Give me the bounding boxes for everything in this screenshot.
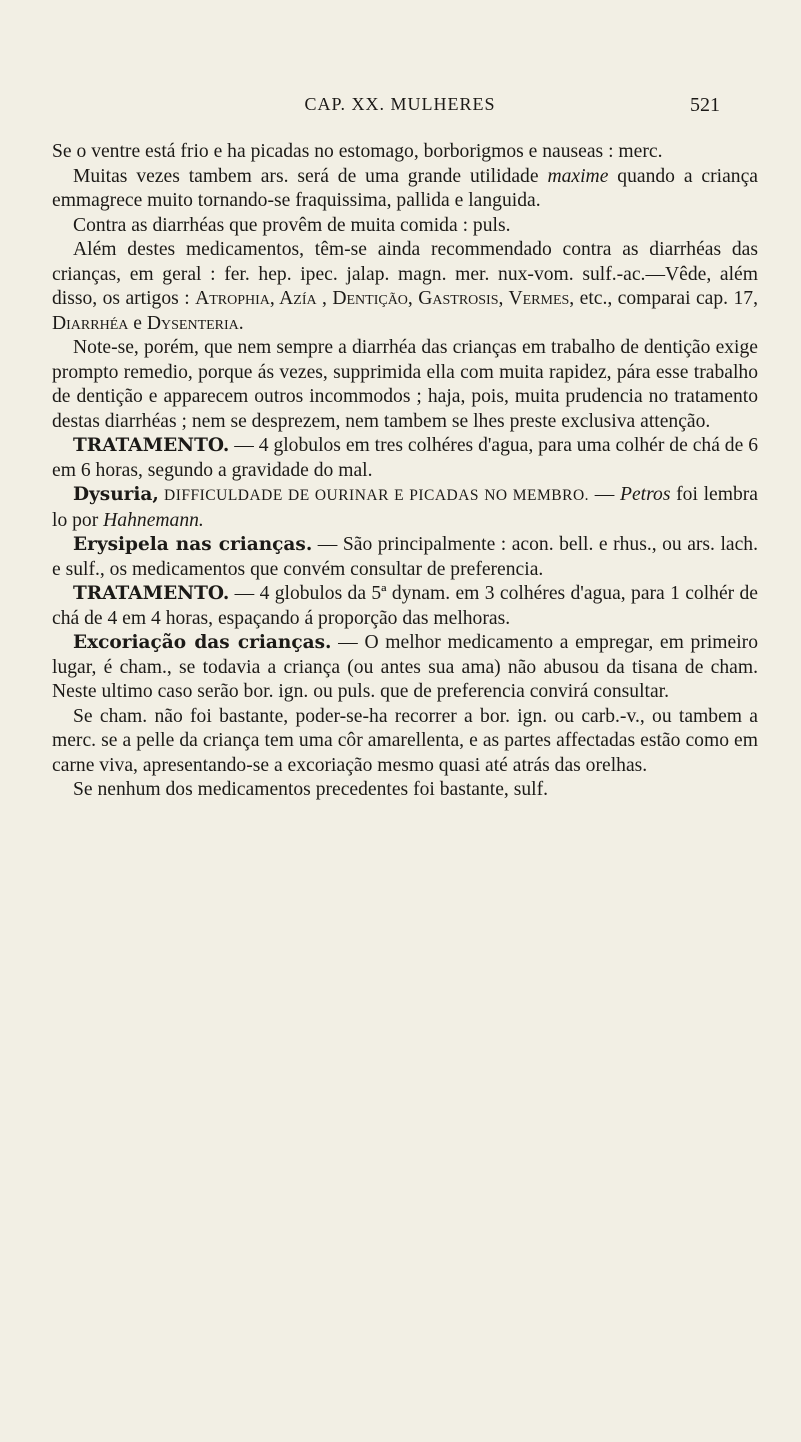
section-heading: TRATAMENTO. — [73, 435, 230, 456]
paragraph-text: — O melhor medicamento a empregar, em primeiro lugar, é cham., se todavia a criança (ou antes sua ama) não abusou da tisana de cham. Neste ultimo caso serão bor. ign. ou puls. que de preferencia convirá consultar. — [52, 632, 759, 702]
page-header — [0, 94, 801, 124]
paragraph — [52, 165, 758, 214]
paragraph-text: Além destes medicamentos, têm-se ainda recommendado contra as diarrhéas das crianças, em geral : fer. hep. ipec. jalap. magn. mer. nux-vom. sulf.-ac.—Vêde, além disso, os artigos : — [52, 239, 758, 309]
paragraph — [52, 631, 758, 705]
paragraph — [52, 582, 758, 631]
section-heading: Excoriação das crianças. — [73, 632, 332, 653]
emphasis-text: Petros — [620, 484, 671, 505]
paragraph-text: quando a criança emmagrece muito tornando-se fraquissima, pallida e languida. — [52, 165, 758, 211]
paragraph-text: Se cham. não foi bastante, poder-se-ha recorrer a bor. ign. ou carb.-v., ou tambem a merc. se a pelle da criança tem uma côr amarellenta, e as partes affectadas estão como em carne viva, apresentando-se a excoriação mesmo quasi até atrás das orelhas. — [52, 705, 758, 776]
paragraph — [52, 533, 758, 582]
paragraph-text: Note-se, porém, que nem sempre a diarrhéa das crianças em trabalho de dentição exige prompto remedio, porque ás vezes, supprimida ella com muita rapidez, pára esse trabalho de dentição e apparecem outros incommodos ; haja, pois, muita prudencia no tratamento destas diarrhéas ; nem se desprezem, nem tambem se lhes preste exclusiva attenção. — [52, 337, 758, 432]
paragraph — [52, 140, 758, 165]
paragraph-text: foi lembra lo por — [52, 484, 758, 531]
running-title: CAP. XX. MULHERES — [304, 94, 496, 114]
heading-subtitle: DIFFICULDADE DE OURINAR E PICADAS NO MEMBRO. — [158, 487, 590, 504]
cross-reference: Diarrhéa — [52, 312, 129, 334]
paragraph — [52, 705, 758, 779]
paragraph-text: etc., comparai cap. 17, — [574, 288, 758, 309]
cross-reference: Atrophia, Azía , Dentição, Gastrosis, Vermes, — [195, 288, 575, 309]
paragraph-text: — São principalmente : acon. bell. e rhus., ou ars. lach. e sulf., os medicamentos que convém consultar de preferencia. — [52, 534, 758, 580]
cross-reference: Dysenteria. — [146, 312, 244, 334]
emphasis-text: maxime — [547, 165, 609, 187]
section-heading: Erysipela nas crianças. — [73, 534, 313, 555]
paragraph — [52, 434, 758, 483]
paragraph-text: Contra as diarrhéas que provêm de muita comida : puls. — [73, 214, 511, 236]
paragraph-text: — 4 globulos da 5ª dynam. em 3 colhéres d'agua, para 1 colhér de chá de 4 em 4 horas, espaçando á proporção das melhoras. — [52, 583, 758, 629]
paragraph — [52, 238, 758, 336]
paragraph — [52, 336, 758, 434]
emphasis-text: Hahnemann. — [103, 509, 204, 531]
paragraph-text: e — [128, 312, 147, 334]
paragraph-text: — — [589, 484, 621, 505]
section-heading: TRATAMENTO. — [73, 583, 230, 604]
page-number: 521 — [690, 94, 720, 116]
section-heading: Dysuria, — [73, 484, 159, 505]
paragraph-text: Se nenhum dos medicamentos precedentes foi bastante, sulf. — [73, 779, 549, 800]
paragraph-text: Se o ventre está frio e ha picadas no estomago, borborigmos e nauseas : merc. — [52, 141, 663, 162]
paragraph — [52, 778, 758, 803]
paragraph — [52, 214, 758, 239]
paragraph — [52, 483, 758, 533]
body-text — [52, 140, 758, 803]
paragraph-text: Muitas vezes tambem ars. será de uma grande utilidade — [73, 165, 548, 187]
paragraph-text: — 4 globulos em tres colhéres d'agua, para uma colhér de chá de 6 em 6 horas, segundo a gravidade do mal. — [52, 435, 758, 481]
